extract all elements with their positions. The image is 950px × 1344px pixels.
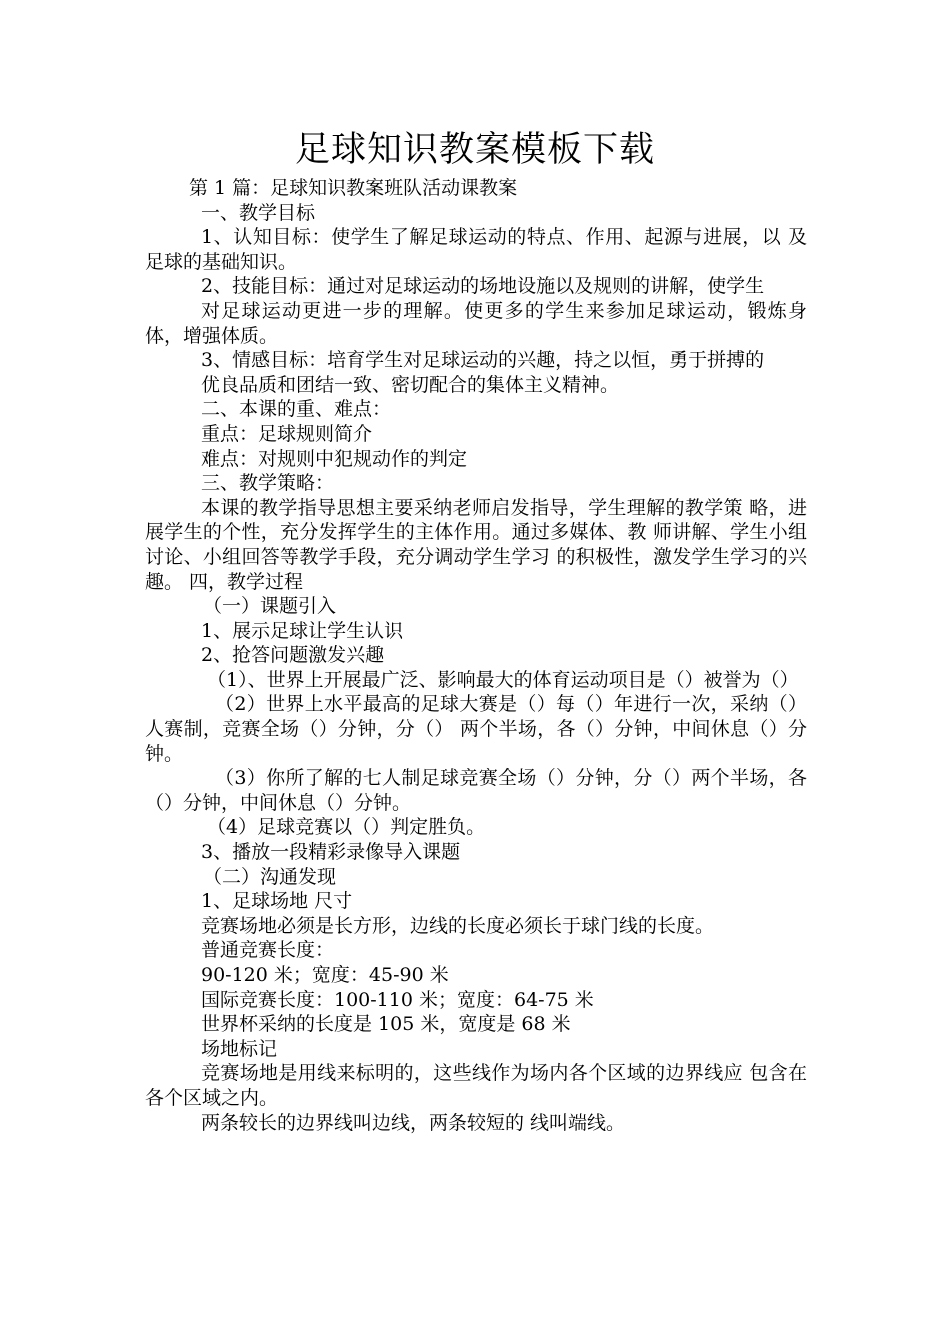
section-heading: 一、教学目标 bbox=[201, 201, 316, 224]
paragraph: 90-120 米；宽度：45-90 米 bbox=[201, 964, 449, 986]
paragraph: 3、情感目标：培育学生对足球运动的兴趣，持之以恒，勇于拼搏的 bbox=[201, 349, 765, 372]
list-item: 3、播放一段精彩录像导入课题 bbox=[201, 841, 461, 864]
question-item: （3）你所了解的七人制足球竞赛全场（）分钟，分（）两个半场，各（）分钟，中间休息（）分钟。 bbox=[145, 767, 807, 814]
subsection-heading: （二）沟通发现 bbox=[203, 865, 337, 888]
paragraph: 竞赛场地必须是长方形，边线的长度必须长于球门线的长度。 bbox=[201, 914, 715, 937]
paragraph: 国际竞赛长度：100-110 米；宽度：64-75 米 bbox=[201, 988, 594, 1011]
chapter-heading: 第 1 篇：足球知识教案班队活动课教案 bbox=[189, 177, 518, 199]
question-item: （1）、世界上开展最广泛、影响最大的体育运动项目是（）被誉为（） bbox=[207, 668, 799, 691]
paragraph: 难点：对规则中犯规动作的判定 bbox=[201, 447, 468, 470]
list-item: 1、足球场地 尺寸 bbox=[201, 890, 353, 913]
paragraph: 2、技能目标：通过对足球运动的场地设施以及规则的讲解，使学生 bbox=[201, 275, 765, 298]
paragraph: 重点：足球规则简介 bbox=[201, 422, 373, 445]
section-heading: 三、教学策略： bbox=[201, 472, 335, 495]
paragraph: 1、认知目标：使学生了解足球运动的特点、作用、起源与进展，以 及足球的基础知识。 bbox=[145, 226, 807, 273]
question-item: （2）世界上水平最高的足球大赛是（）每（）年进行一次，采纳（）人赛制，竞赛全场（）分钟，分（） 两个半场，各（）分钟，中间休息（）分钟。 bbox=[145, 693, 807, 765]
paragraph: 普通竞赛长度： bbox=[201, 939, 335, 962]
question-item: （4）足球竞赛以（）判定胜负。 bbox=[207, 816, 486, 839]
section-heading: 二、本课的重、难点： bbox=[201, 398, 392, 421]
paragraph: 两条较长的边界线叫边线，两条较短的 线叫端线。 bbox=[201, 1111, 626, 1134]
paragraph: 优良品质和团结一致、密切配合的集体主义精神。 bbox=[201, 373, 620, 396]
paragraph: 竞赛场地是用线来标明的，这些线作为场内各个区域的边界线应 包含在各个区域之内。 bbox=[145, 1062, 807, 1109]
subsection-heading: （一）课题引入 bbox=[203, 595, 337, 618]
paragraph: 对足球运动更进一步的理解。使更多的学生来参加足球运动，锻炼身体，增强体质。 bbox=[145, 299, 807, 347]
list-item: 2、抢答问题激发兴趣 bbox=[201, 644, 385, 667]
paragraph: 本课的教学指导思想主要采纳老师启发指导，学生理解的教学策 略，进展学生的个性，充分发挥学生的主体作用。通过多媒体、教 师讲解、学生小组讨论、小组回答等教学手段，充分调动学生学习 的积极性，激发学生学习的兴趣。 四，教学过程 bbox=[145, 496, 807, 593]
paragraph: 世界杯采纳的长度是 105 米，宽度是 68 米 bbox=[201, 1013, 571, 1036]
list-item: 1、展示足球让学生认识 bbox=[201, 619, 404, 642]
document-title: 足球知识教案模板下载 bbox=[294, 130, 655, 170]
paragraph: 场地标记 bbox=[201, 1037, 278, 1060]
document-body bbox=[145, 176, 807, 1135]
